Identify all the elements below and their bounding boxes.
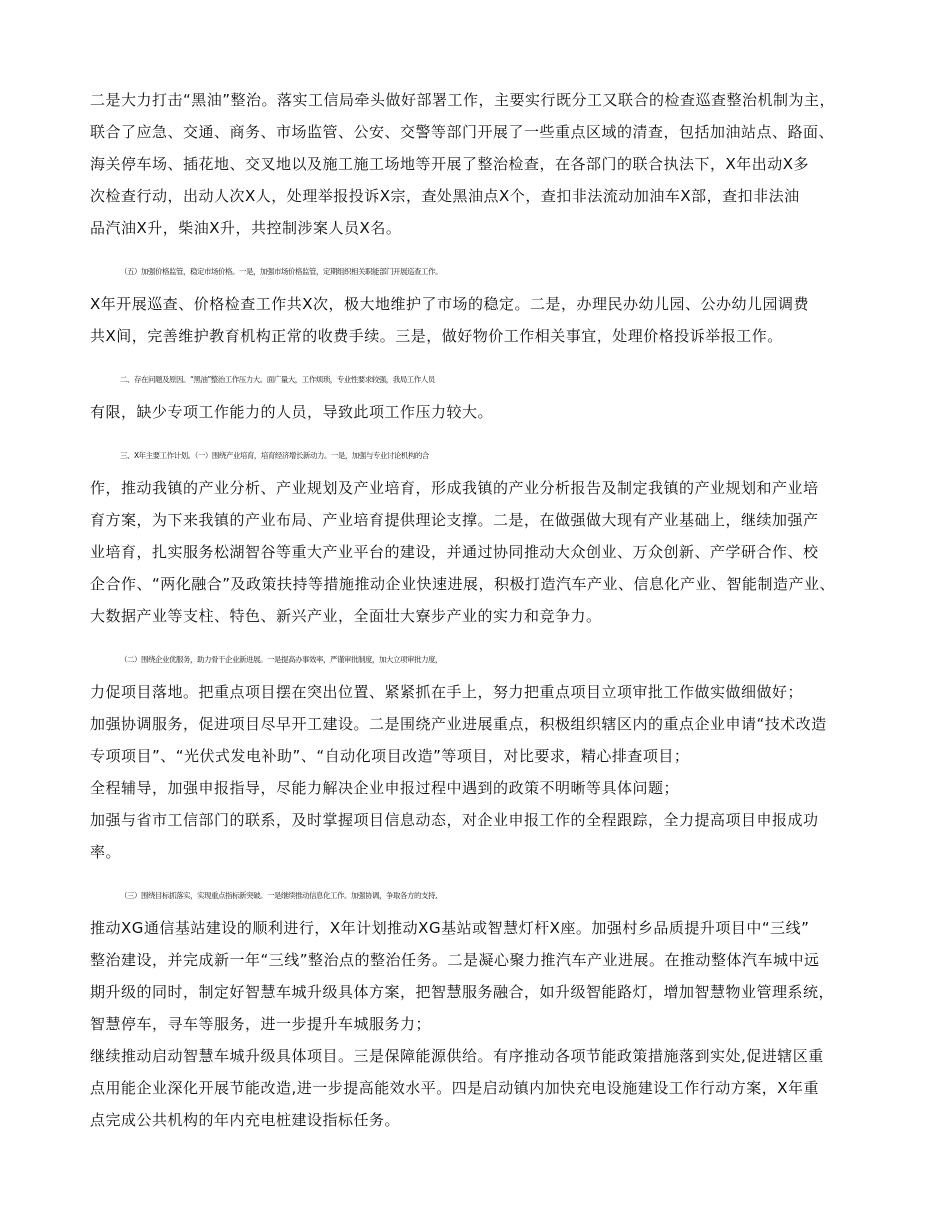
text-line: 二、存在问题及原因。“黑油”整治工作压力大。面广量大，工作烦琐，专业性要求较强，我局工作人员: [120, 375, 435, 384]
text-line: （二）围绕企业优服务，助力骨干企业新进展。一是提高办事效率，严谨审批制度，加大立项审批力度，: [120, 655, 442, 664]
text-line: 加强协调服务，促进项目尽早开工建设。二是围绕产业进展重点，积极组织辖区内的重点企业申请“技术改造: [90, 715, 827, 733]
text-line: 智慧停车，寻车等服务，进一步提升车城服务力；: [90, 1015, 432, 1033]
text-line: 企合作、“两化融合”及政策扶持等措施推动企业快速进展，积极打造汽车产业、信息化产业、智能制造产业、: [90, 575, 836, 593]
text-line: 力促项目落地。把重点项目摆在突出位置、紧紧抓在手上，努力把重点项目立项审批工作做实做细做好；: [90, 683, 804, 701]
text-line: 加强与省市工信部门的联系，及时掌握项目信息动态，对企业申报工作的全程跟踪，全力提高项目申报成功: [90, 811, 819, 829]
text-line: 次检查行动，出动人次X人，处理举报投诉X宗，查处黑油点X个，查扣非法流动加油车X部，查扣非法油: [90, 187, 800, 205]
text-line: 推动XG通信基站建设的顺利进行，X年计划推动XG基站或智慧灯杆X座。加强村乡品质提升项目中“三线”: [90, 919, 810, 937]
text-line: 联合了应急、交通、商务、市场监管、公安、交警等部门开展了一些重点区域的清查，包括加油站点、路面、: [90, 123, 835, 141]
text-line: 期升级的同时，制定好智慧车城升级具体方案，把智慧服务融合，如升级智能路灯，增加智慧物业管理系统，: [90, 983, 835, 1001]
text-line: 育方案，为下来我镇的产业布局、产业培育提供理论支撑。二是，在做强做大现有产业基础上，继续加强产: [90, 511, 819, 529]
text-line: （三）围绕目标抓落实，实现重点指标新突破。一是继续推动信息化工作。加强协调，争取各方的支持,: [120, 891, 437, 900]
text-line: 整治建设，并完成新一年“三线”整治点的整治任务。二是凝心聚力推汽车产业进展。在推动整体汽车城中远: [90, 951, 820, 969]
text-line: 率。: [90, 843, 122, 861]
text-line: 共X间，完善维护教育机构正常的收费手续。三是，做好物价工作相关事宜，处理价格投诉举报工作。: [90, 327, 783, 345]
text-line: 继续推动启动智慧车城升级具体项目。三是保障能源供给。有序推动各项节能政策措施落到实处,促进辖区重: [90, 1047, 824, 1065]
text-line: 点完成公共机构的年内充电桩建设指标任务。: [90, 1111, 401, 1129]
text-line: 作，推动我镇的产业分析、产业规划及产业培育，形成我镇的产业分析报告及制定我镇的产业规划和产业培: [90, 479, 819, 497]
text-line: 有限，缺少专项工作能力的人员，导致此项工作压力较大。: [90, 403, 494, 421]
text-line: 品汽油X升，柴油X升，共控制涉案人员X名。: [90, 219, 402, 237]
text-line: X年开展巡查、价格检查工作共X次，极大地维护了市场的稳定。二是，办理民办幼儿园、公办幼儿园调费: [90, 295, 810, 313]
text-line: 海关停车场、插花地、交叉地以及施工施工场地等开展了整治检查，在各部门的联合执法下，X年出动X多: [90, 155, 810, 173]
text-line: 三、X年主要工作计划。（一）围绕产业培育，培育经济增长新动力。一是，加强与专业讨论机构的合: [120, 451, 429, 460]
text-line: 全程辅导，加强申报指导，尽能力解决企业申报过程中遇到的政策不明晰等具体问题；: [90, 779, 680, 797]
text-line: 专项项目”、“光伏式发电补助”、“自动化项目改造”等项目，对比要求，精心排查项目；: [90, 747, 690, 765]
text-line: 二是大力打击“黑油”整治。落实工信局牵头做好部署工作，主要实行既分工又联合的检查巡查整治机制为主，: [90, 91, 836, 109]
text-line: 大数据产业等支柱、特色、新兴产业，全面壮大寮步产业的实力和竞争力。: [90, 607, 602, 625]
text-line: 业培育，扎实服务松湖智谷等重大产业平台的建设，并通过协同推动大众创业、万众创新、产学研合作、校: [90, 543, 819, 561]
text-line: 点用能企业深化开展节能改造,进一步提高能效水平。四是启动镇内加快充电设施建设工作行动方案，X年重: [90, 1079, 820, 1097]
text-line: （五）加强价格监管，稳定市场价格。一是，加强市场价格监管，定期组织相关职能部门开展巡查工作。: [120, 267, 442, 276]
